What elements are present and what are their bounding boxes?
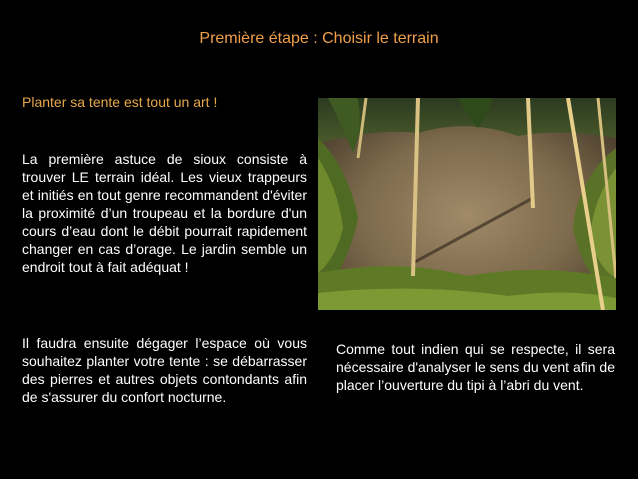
- paragraph-clearing: Il faudra ensuite dégager l’espace où vous souhaitez planter votre tente : se débarrasser des pierres et autres objets contondants afin de s'assurer du confort nocturne.: [22, 335, 307, 405]
- paragraph-terrain: La première astuce de sioux consiste à trouver LE terrain idéal. Les vieux trappeurs et initiés en tout genre recommandent d'éviter la proximité d’un troupeau et la bordure d'un cours d’eau dont le débit pourrait rapidement changer en cas d’orage. Le jardin semble un endroit tout à fait adéquat !: [22, 151, 307, 275]
- slide-subtitle: Planter sa tente est tout un art !: [22, 94, 218, 110]
- slide-title: Première étape : Choisir le terrain: [199, 30, 439, 47]
- paragraph-wind: Comme tout indien qui se respecte, il sera nécessaire d'analyser le sens du vent afin de placer l’ouverture du tipi à l’abri du vent.: [336, 341, 615, 393]
- garden-photo: [318, 98, 616, 310]
- garden-photo-drawing: [318, 98, 616, 310]
